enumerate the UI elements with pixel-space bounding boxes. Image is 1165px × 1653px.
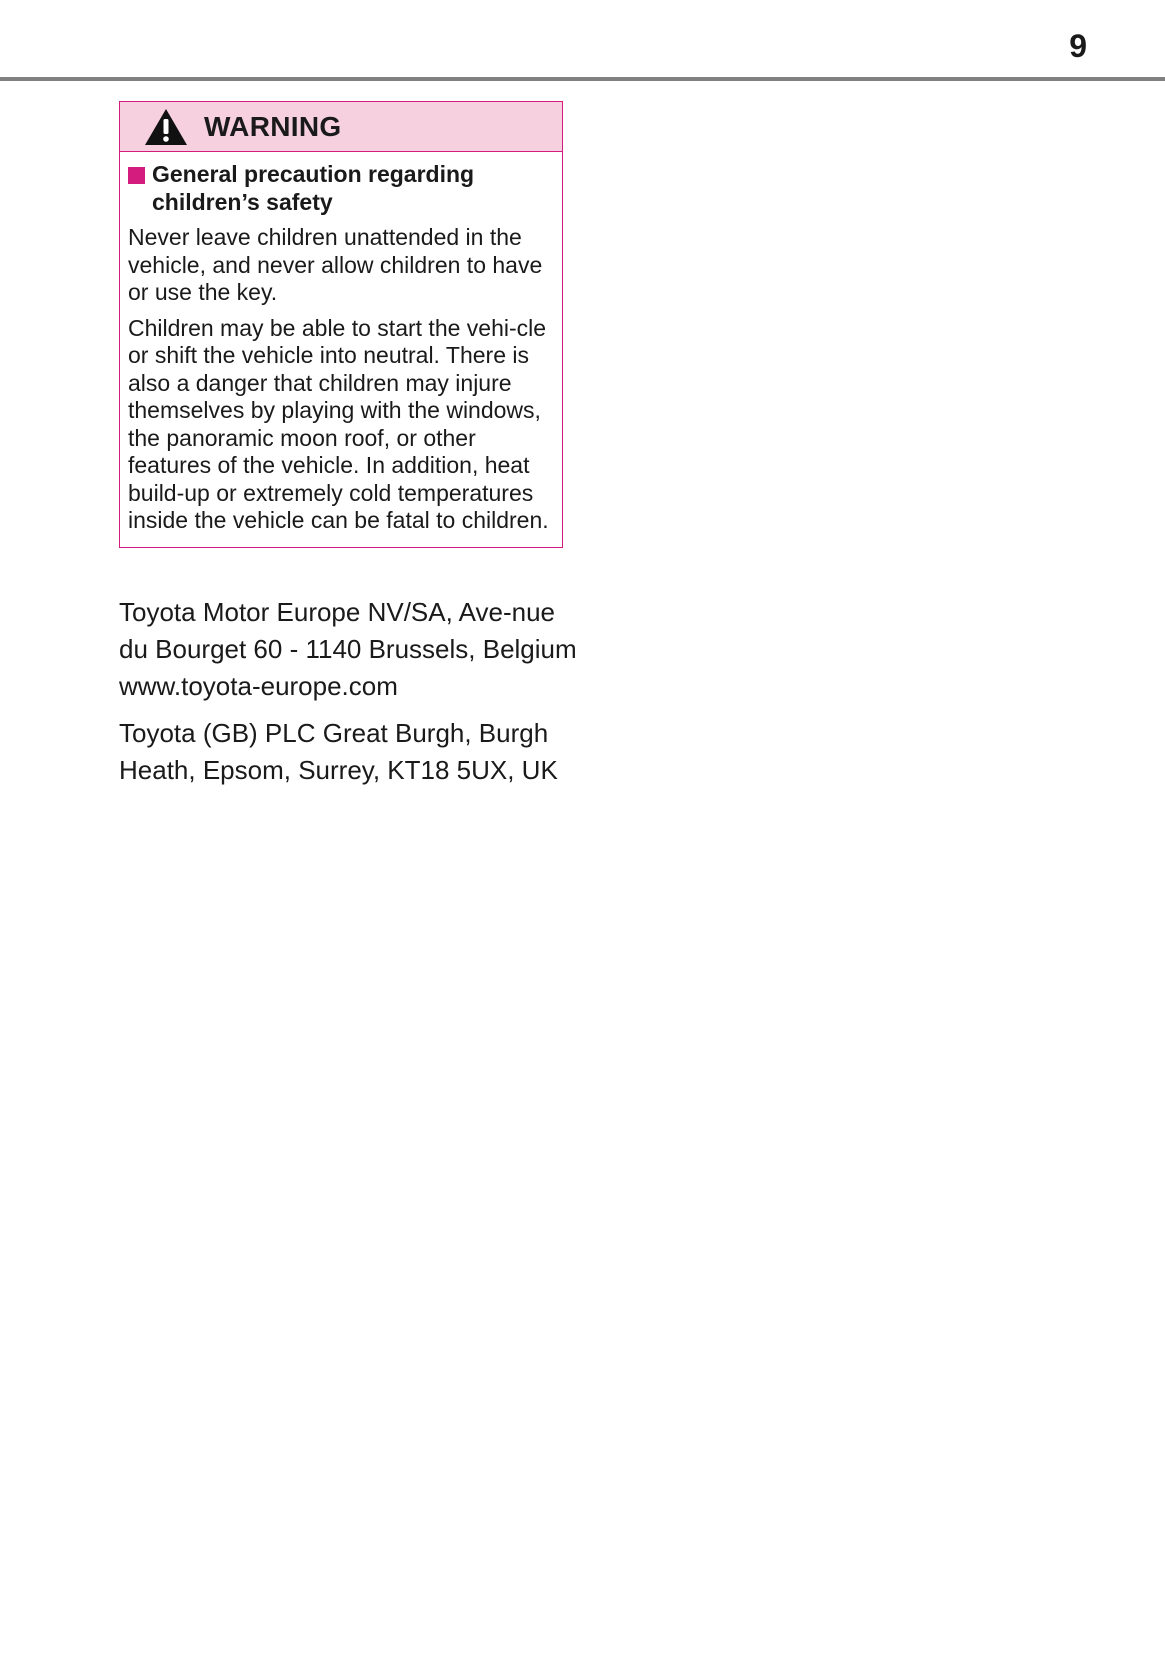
- square-bullet-icon: [128, 167, 145, 184]
- address-toyota-gb: Toyota (GB) PLC Great Burgh, Burgh Heath, Epsom, Surrey, KT18 5UX, UK: [119, 718, 558, 785]
- warning-body: [120, 152, 562, 547]
- address-toyota-europe: Toyota Motor Europe NV/SA, Ave-nue du Bourget 60 - 1140 Brussels, Belgium www.toyota-europe.com: [119, 597, 577, 701]
- warning-header: [120, 102, 562, 152]
- header-rule: [0, 77, 1165, 81]
- warning-title: WARNING: [204, 110, 342, 142]
- subheading-text: General precaution regarding children’s safety: [152, 161, 475, 215]
- warning-subheading: [128, 160, 554, 216]
- warning-paragraph: Never leave children unattended in the vehicle, and never allow children to have or use the key.: [128, 224, 543, 305]
- page-number: 9: [1069, 28, 1087, 64]
- warning-box: [119, 101, 563, 548]
- warning-triangle-icon: [144, 107, 188, 147]
- warning-paragraph: Children may be able to start the vehi-cle or shift the vehicle into neutral. There is also a danger that children may injure themselves by playing with the windows, the panoramic moon roof, or other features of the vehicle. In addition, heat build-up or extremely cold temperatures inside the vehicle can be fatal to children.: [128, 314, 549, 533]
